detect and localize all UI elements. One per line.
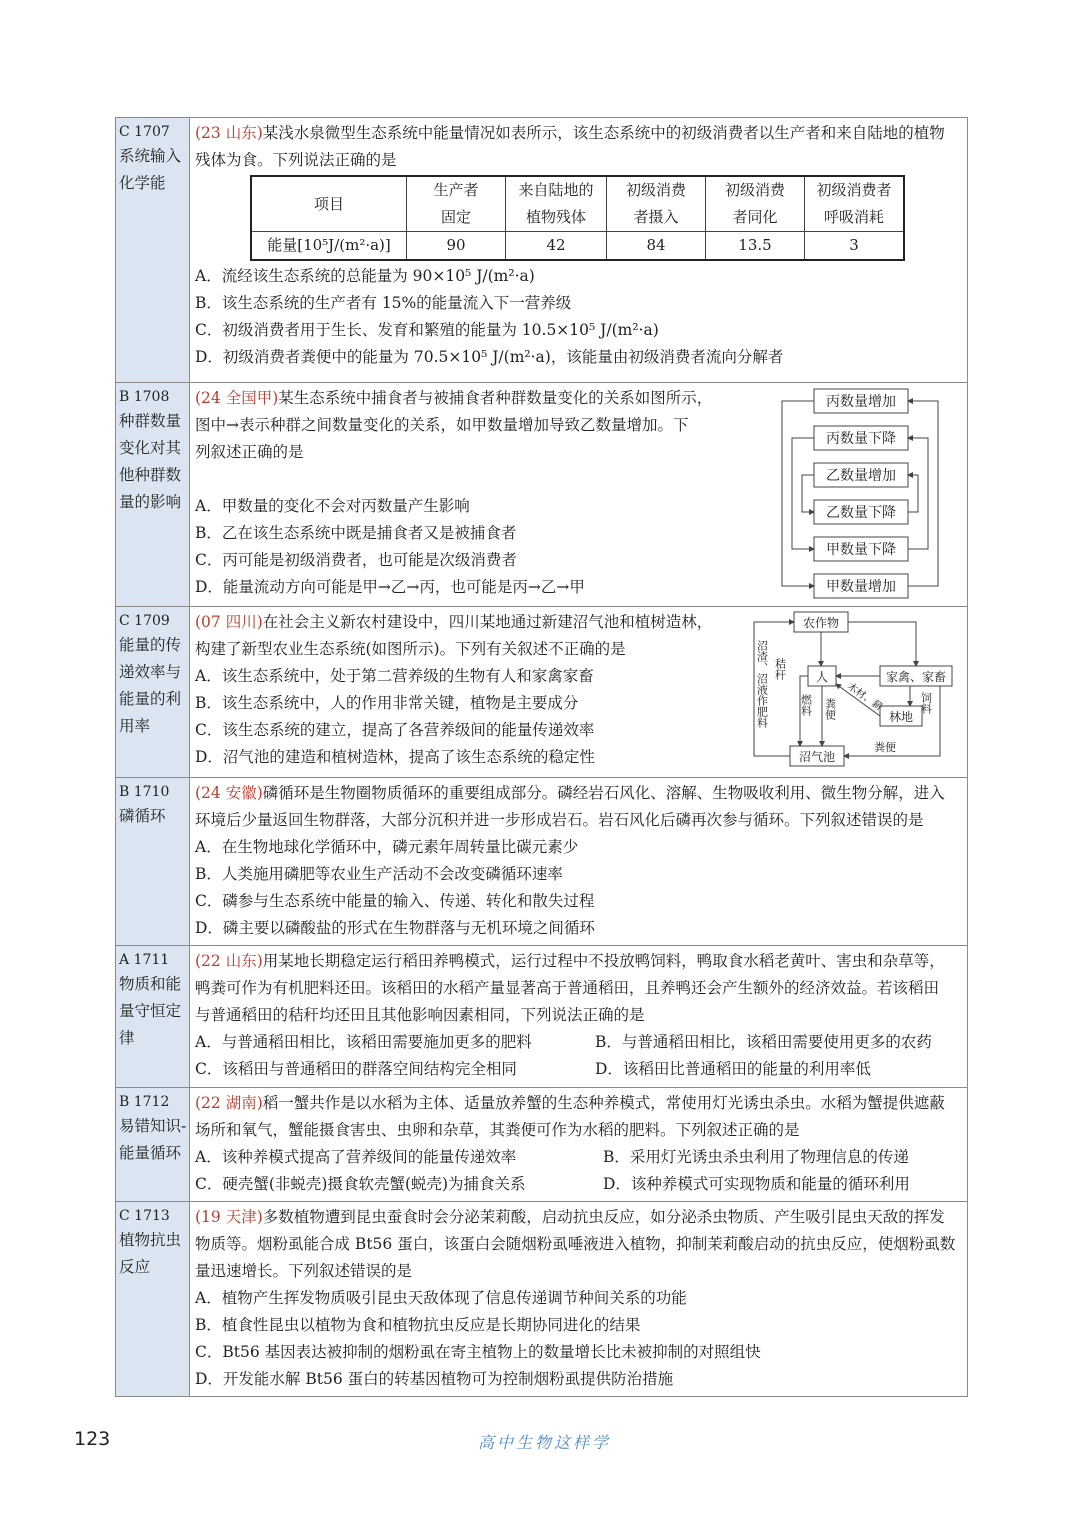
option-c: C．该稻田与普通稻田的群落空间结构完全相同 — [195, 1060, 517, 1078]
diagram-node-text: 甲数量增加 — [826, 579, 896, 595]
option-d: D．沼气池的建造和植树造林，提高了该生态系统的稳定性 — [195, 748, 595, 766]
stem-line: 构建了新型农业生态系统(如图所示)。下列有关叙述不正确的是 — [195, 640, 626, 658]
option-a: A．植物产生挥发物质吸引昆虫天敌体现了信息传递调节种间关系的功能 — [195, 1289, 687, 1307]
stem-line: 在社会主义新农村建设中，四川某地通过新建沼气池和植树造林， — [262, 613, 713, 631]
diagram-node-text: 沼气池 — [798, 750, 836, 764]
question-body — [190, 778, 967, 945]
page-number: 123 — [74, 1428, 111, 1450]
table-cell: 3 — [805, 232, 905, 261]
option-d: D．该稻田比普通稻田的能量的利用率低 — [595, 1060, 871, 1078]
option-b: B．采用灯光诱虫杀虫利用了物理信息的传递 — [603, 1148, 909, 1166]
stem-line: 鸭粪可作为有机肥料还田。该稻田的水稻产量显著高于普通稻田，且养鸭还会产生额外的经济效益。若该稻田 — [195, 979, 940, 997]
stem-line: 场所和氧气，蟹能摄食害虫、虫卵和杂草，其粪便可作为水稻的肥料。下列叙述正确的是 — [195, 1121, 800, 1139]
stem-line: 多数植物遭到昆虫蚕食时会分泌茉莉酸，启动抗虫反应，如分泌杀虫物质、产生吸引昆虫天敌的挥发 — [262, 1208, 945, 1226]
diagram-node-text: 人 — [815, 670, 829, 684]
question-row-1708 — [116, 383, 967, 607]
diagram-node-text: 林地 — [888, 710, 914, 724]
diagram-node-text: 家禽、家畜 — [885, 670, 947, 684]
topic-line: 植物抗虫 — [119, 1231, 182, 1249]
stem-line: 磷循环是生物圈物质循环的重要组成部分。磷经岩石风化、溶解、生物吸收利用、微生物分解，进入 — [262, 784, 945, 802]
question-source: (22 湖南) — [195, 1094, 263, 1112]
topic-line: 变化对其 — [119, 439, 182, 457]
question-body — [190, 118, 967, 382]
question-row-1707 — [116, 118, 967, 383]
option-a: A．该种养模式提高了营养级间的能量传递效率 — [195, 1148, 517, 1166]
question-code: A 1711 — [119, 952, 170, 968]
topic-line: 易错知识- — [119, 1117, 187, 1135]
diagram-edge-label: 沼渣、沼液作肥料 — [755, 640, 769, 728]
topic-line: 能量的传 — [119, 636, 182, 654]
option-c: C．硬壳蟹(非蜕壳)摄食软壳蟹(蜕壳)为捕食关系 — [195, 1175, 526, 1193]
question-side-label — [116, 778, 190, 945]
diagram-edge-label: 饲料 — [919, 692, 933, 714]
diagram-node-text: 甲数量下降 — [826, 542, 896, 558]
question-source: (24 安徽) — [195, 784, 263, 802]
question-row-1711 — [116, 946, 967, 1088]
topic-line: 他种群数 — [119, 466, 182, 484]
question-row-1709 — [116, 607, 967, 778]
question-body — [190, 607, 967, 777]
topic-line: 磷循环 — [119, 807, 166, 825]
question-side-label — [116, 607, 190, 777]
option-a: A．与普通稻田相比，该稻田需要施加更多的肥料 — [195, 1033, 532, 1051]
option-c: C．该生态系统的建立，提高了各营养级间的能量传递效率 — [195, 721, 595, 739]
topic-line: 能量的利 — [119, 690, 182, 708]
question-source: (19 天津) — [195, 1208, 263, 1226]
table-header-cell: 初级消费 者同化 — [706, 176, 805, 232]
option-b: B．该生态系统的生产者有 15%的能量流入下一营养级 — [195, 294, 572, 312]
table-header-cell: 初级消费者 呼吸消耗 — [805, 176, 905, 232]
table-cell: 90 — [407, 232, 506, 261]
stem-line: 残体为食。下列说法正确的是 — [195, 151, 397, 169]
option-b: B．植食性昆虫以植物为食和植物抗虫反应是长期协同进化的结果 — [195, 1316, 641, 1334]
topic-line: 系统输入 — [119, 147, 182, 165]
topic-line: 种群数量 — [119, 412, 182, 430]
population-diagram — [780, 385, 950, 603]
question-body — [190, 1202, 967, 1396]
table-cell: 13.5 — [706, 232, 805, 261]
question-body — [190, 383, 967, 606]
topic-line: 反应 — [119, 1258, 151, 1276]
question-body — [190, 1088, 967, 1201]
topic-line: 物质和能 — [119, 975, 182, 993]
option-b: B．该生态系统中，人的作用非常关键，植物是主要成分 — [195, 694, 579, 712]
question-code: B 1712 — [119, 1094, 170, 1110]
stem-line: 用某地长期稳定运行稻田养鸭模式，运行过程中不投放鸭饲料，鸭取食水稻老黄叶、害虫和杂草等， — [262, 952, 945, 970]
option-c: C．磷参与生态系统中能量的输入、传递、转化和散失过程 — [195, 892, 595, 910]
table-header-cell: 项目 — [251, 176, 407, 232]
stem-line: 某生态系统中捕食者与被捕食者种群数量变化的关系如图所示， — [278, 389, 713, 407]
topic-line: 量守恒定 — [119, 1002, 182, 1020]
question-code: B 1710 — [119, 784, 170, 800]
question-source: (24 全国甲) — [195, 389, 279, 407]
table-header-cell: 来自陆地的 植物残体 — [506, 176, 607, 232]
question-side-label — [116, 118, 190, 382]
question-sheet — [115, 117, 968, 1397]
option-c: C．初级消费者用于生长、发育和繁殖的能量为 10.5×10⁵ J/(m²·a) — [195, 321, 659, 339]
stem-line: 环境后少量返回生物群落，大部分沉积并进一步形成岩石。岩石风化后磷再次参与循环。下列叙述错误的是 — [195, 811, 924, 829]
topic-line: 能量循环 — [119, 1144, 182, 1162]
option-a: A．流经该生态系统的总能量为 90×10⁵ J/(m²·a) — [195, 267, 535, 285]
diagram-edge-label: 粪便 — [823, 698, 837, 720]
question-row-1712 — [116, 1088, 967, 1202]
option-a: A．在生物地球化学循环中，磷元素年周转量比碳元素少 — [195, 838, 579, 856]
option-d: D．磷主要以磷酸盐的形式在生物群落与无机环境之间循环 — [195, 919, 595, 937]
question-code: C 1713 — [119, 1208, 170, 1224]
option-c: C．丙可能是初级消费者，也可能是次级消费者 — [195, 551, 517, 569]
topic-line: 递效率与 — [119, 663, 182, 681]
diagram-node-text: 农作物 — [802, 616, 840, 630]
diagram-edge-label: 粪便 — [874, 741, 896, 754]
question-code: C 1709 — [119, 613, 170, 629]
question-side-label — [116, 383, 190, 606]
table-cell: 42 — [506, 232, 607, 261]
diagram-node-text: 乙数量增加 — [826, 468, 896, 484]
question-row-1713 — [116, 1202, 967, 1396]
question-row-1710 — [116, 778, 967, 946]
diagram-edge-label: 秸秆 — [773, 658, 787, 680]
question-source: (22 山东) — [195, 952, 263, 970]
question-code: B 1708 — [119, 389, 170, 405]
topic-line: 量的影响 — [119, 493, 182, 511]
topic-line: 用率 — [119, 717, 151, 735]
question-source: (23 山东) — [195, 124, 263, 142]
stem-line: 列叙述正确的是 — [195, 443, 304, 461]
question-code: C 1707 — [119, 124, 170, 140]
stem-line: 某浅水泉微型生态系统中能量情况如表所示，该生态系统中的初级消费者以生产者和来自陆地的植物 — [262, 124, 945, 142]
option-b: B．乙在该生态系统中既是捕食者又是被捕食者 — [195, 524, 517, 542]
option-d: D．该种养模式可实现物质和能量的循环利用 — [603, 1175, 910, 1193]
stem-line: 量迅速增长。下列叙述错误的是 — [195, 1262, 413, 1280]
agro-ecosystem-diagram — [750, 610, 955, 772]
table-cell: 能量[10⁵J/(m²·a)] — [251, 232, 407, 261]
option-d: D．能量流动方向可能是甲→乙→丙，也可能是丙→乙→甲 — [195, 578, 585, 596]
topic-line: 化学能 — [119, 174, 166, 192]
question-body — [190, 946, 967, 1087]
stem-line: 图中→表示种群之间数量变化的关系，如甲数量增加导致乙数量增加。下 — [195, 416, 689, 434]
diagram-edge-label: 木材、薪 — [845, 681, 885, 714]
diagram-node-text: 丙数量下降 — [826, 431, 896, 447]
question-side-label — [116, 946, 190, 1087]
option-a: A．该生态系统中，处于第二营养级的生物有人和家禽家畜 — [195, 667, 594, 685]
stem-line: 稻一蟹共作是以水稻为主体、适量放养蟹的生态种养模式，常使用灯光诱虫杀虫。水稻为蟹提供遮蔽 — [262, 1094, 945, 1112]
table-cell: 84 — [607, 232, 706, 261]
question-side-label — [116, 1088, 190, 1201]
topic-line: 律 — [119, 1029, 135, 1047]
energy-table-header — [251, 176, 904, 232]
stem-line: 物质等。烟粉虱能合成 Bt56 蛋白，该蛋白会随烟粉虱唾液进入植物，抑制茉莉酸启动的抗虫反应，使烟粉虱数 — [195, 1235, 956, 1253]
energy-table-row — [251, 232, 904, 261]
question-source: (07 四川) — [195, 613, 263, 631]
question-side-label — [116, 1202, 190, 1396]
stem-line: 与普通稻田的秸秆均还田且其他影响因素相同，下列说法正确的是 — [195, 1006, 645, 1024]
diagram-node-text: 乙数量下降 — [826, 505, 896, 521]
footer-brand: 高中生物这样学 — [478, 1433, 612, 1452]
option-d: D．开发能水解 Bt56 蛋白的转基因植物可为控制烟粉虱提供防治措施 — [195, 1370, 674, 1388]
option-b: B．与普通稻田相比，该稻田需要使用更多的农药 — [595, 1033, 932, 1051]
diagram-edge-label: 燃料 — [799, 694, 813, 716]
table-header-cell: 初级消费 者摄入 — [607, 176, 706, 232]
diagram-node-text: 丙数量增加 — [826, 394, 896, 410]
option-c: C．Bt56 基因表达被抑制的烟粉虱在寄主植物上的数量增长比未被抑制的对照组快 — [195, 1343, 761, 1361]
table-header-cell: 生产者 固定 — [407, 176, 506, 232]
energy-table — [250, 175, 905, 261]
option-a: A．甲数量的变化不会对丙数量产生影响 — [195, 497, 470, 515]
option-d: D．初级消费者粪便中的能量为 70.5×10⁵ J/(m²·a)，该能量由初级消费者流向分解者 — [195, 348, 784, 366]
option-b: B．人类施用磷肥等农业生产活动不会改变磷循环速率 — [195, 865, 563, 883]
